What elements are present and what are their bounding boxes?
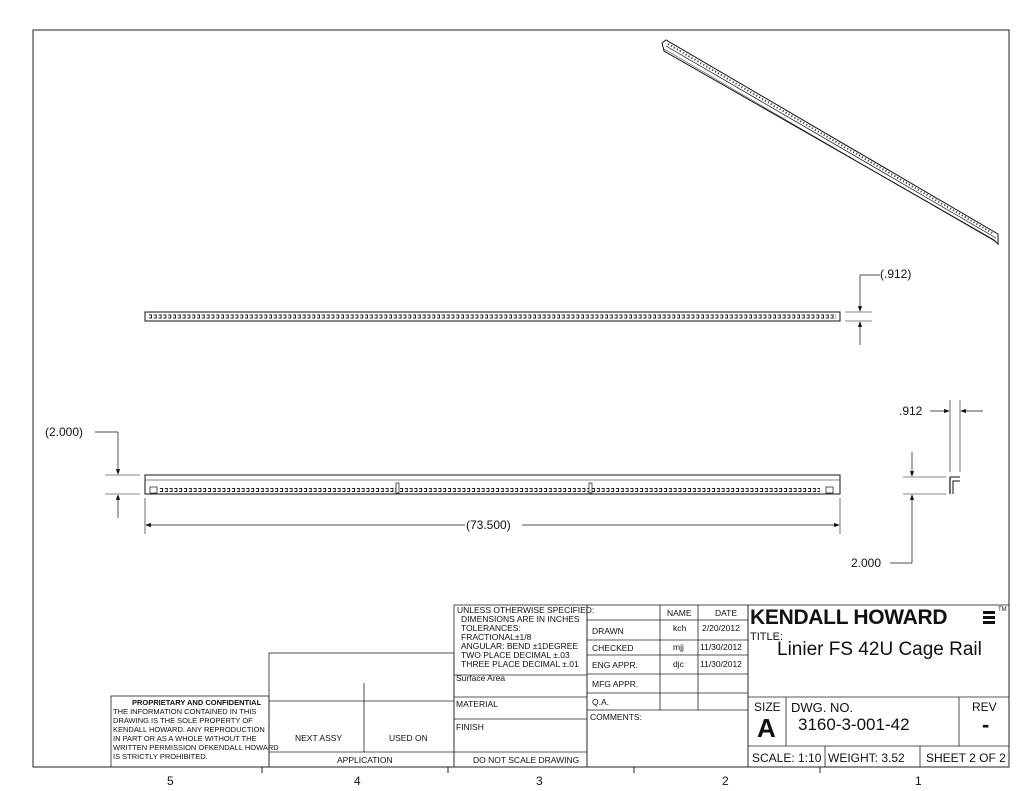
zone-label-1: 1 (915, 774, 922, 788)
tolerance-line: ANGULAR: BEND ±1DEGREE (461, 641, 579, 651)
scale-value: SCALE: 1:10 (752, 751, 822, 765)
tolerance-line: TOLERANCES: (461, 623, 521, 633)
tolerance-line: DIMENSIONS ARE IN INCHES (461, 614, 580, 624)
company-logo-mark (983, 611, 995, 624)
dim-flange-height-label: 2.000 (851, 556, 882, 570)
zone-label-3: 3 (536, 774, 543, 788)
front-view-rail (145, 475, 840, 494)
application-label: APPLICATION (337, 755, 393, 765)
do-not-scale-label: DO NOT SCALE DRAWING (473, 755, 580, 765)
title-label: TITLE: (750, 631, 784, 643)
comments-label: COMMENTS: (590, 712, 642, 722)
proprietary-line: KENDALL HOWARD. ANY REPRODUCTION (113, 725, 265, 734)
proprietary-heading: PROPRIETARY AND CONFIDENTIAL (132, 698, 262, 707)
dwg-no-label: DWG. NO. (791, 700, 854, 715)
approval-row-date: 11/30/2012 (700, 642, 742, 652)
proprietary-line: WRITTEN PERMISSION OFKENDALL HOWARD (113, 743, 279, 752)
company-name: KENDALL HOWARD (750, 606, 948, 629)
material-label: MATERIAL (456, 699, 498, 709)
zone-label-5: 5 (167, 774, 174, 788)
isometric-rail-view (662, 40, 998, 244)
proprietary-line: IN PART OR AS A WHOLE WITHOUT THE (113, 734, 257, 743)
dim-top-height-label: (.912) (880, 267, 912, 281)
rev-value: - (982, 712, 990, 737)
size-label: SIZE (754, 700, 781, 714)
trademark-mark: TM (998, 607, 1007, 613)
approvals-header-date: DATE (715, 608, 738, 618)
rev-label: REV (972, 700, 997, 714)
proprietary-line: THE INFORMATION CONTAINED IN THIS (113, 707, 257, 716)
dim-flange-height (890, 452, 946, 563)
tolerance-line: THREE PLACE DECIMAL ±.01 (461, 659, 579, 669)
next-assy-label: NEXT ASSY (295, 733, 343, 743)
side-profile (950, 477, 960, 494)
surface-area-label: Surface Area (456, 673, 506, 683)
dim-length-label: (73.500) (466, 518, 511, 532)
zone-label-2: 2 (722, 774, 729, 788)
approval-row-date: 11/30/2012 (700, 659, 742, 669)
tolerance-line: FRACTIONAL±1/8 (461, 632, 532, 642)
finish-label: FINISH (456, 722, 484, 732)
weight-value: WEIGHT: 3.52 (828, 751, 905, 765)
size-value: A (757, 713, 776, 743)
proprietary-line: DRAWING IS THE SOLE PROPERTY OF (113, 716, 253, 725)
tolerance-line: TWO PLACE DECIMAL ±.03 (461, 650, 570, 660)
approval-row-name: kch (673, 623, 687, 633)
approval-row-date: 2/20/2012 (702, 623, 740, 633)
proprietary-line: IS STRICTLY PROHIBITED. (113, 752, 208, 761)
approval-row-label: DRAWN (592, 626, 624, 636)
zone-label-4: 4 (354, 774, 361, 788)
tolerance-line: UNLESS OTHERWISE SPECIFIED: (457, 605, 595, 615)
dim-flange-width-label: .912 (899, 404, 923, 418)
dim-top-height (845, 275, 880, 345)
used-on-label: USED ON (389, 733, 428, 743)
approval-row-label: CHECKED (592, 643, 634, 653)
approval-row-name: mjj (673, 642, 684, 652)
drawing-title: Linier FS 42U Cage Rail (777, 639, 982, 660)
dim-left-height-label: (2.000) (45, 425, 84, 439)
approval-row-label: Q.A. (592, 697, 610, 707)
dim-left-height (95, 432, 140, 518)
approval-row-label: MFG APPR. (592, 679, 639, 689)
dwg-no-value: 3160-3-001-42 (798, 715, 910, 734)
sheet-value: SHEET 2 OF 2 (926, 751, 1006, 765)
approvals-header-name: NAME (667, 608, 692, 618)
dim-flange-width (930, 400, 983, 472)
top-view-rail (145, 312, 840, 321)
approval-row-label: ENG APPR. (592, 660, 638, 670)
approval-row-name: djc (673, 659, 684, 669)
